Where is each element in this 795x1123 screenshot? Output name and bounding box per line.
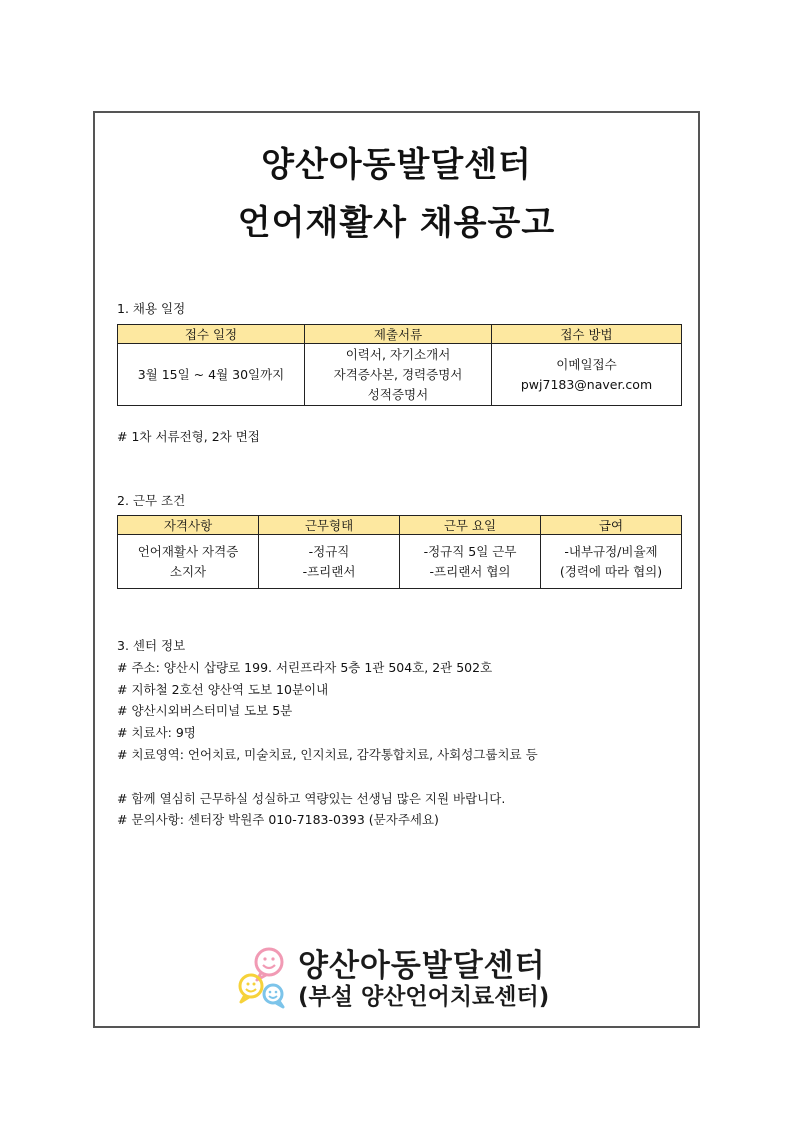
center-logo	[235, 940, 565, 1012]
salary-line: -내부규정/비율제	[564, 543, 658, 559]
header-qualification: 자격사항	[118, 516, 259, 535]
header-salary: 급여	[541, 516, 682, 535]
work-type-line: -프리랜서	[302, 563, 356, 579]
cell-qualification	[118, 535, 259, 589]
header-documents: 제출서류	[305, 325, 492, 344]
title-job-posting: 언어재활사 채용공고	[237, 203, 556, 243]
table-header-row	[118, 325, 682, 344]
closing-line-contact: # 문의사항: 센터장 박원주 010-7183-0393 (문자주세요)	[117, 812, 439, 827]
header-application-period: 접수 일정	[118, 325, 305, 344]
info-line-therapists: # 치료사: 9명	[117, 725, 196, 740]
title-center-name: 양산아동발달센터	[261, 145, 532, 185]
cell-application-period: 3월 15일 ~ 4월 30일까지	[118, 344, 305, 406]
work-type-line: -정규직	[308, 543, 350, 559]
cell-application-method	[492, 344, 682, 406]
qualification-line: 소지자	[169, 563, 207, 579]
table-row	[118, 535, 682, 589]
info-line-areas: # 치료영역: 언어치료, 미술치료, 인지치료, 감각통합치료, 사회성그룹치료 등	[117, 747, 538, 762]
section1-heading: 1. 채용 일정	[117, 301, 186, 316]
cell-documents	[305, 344, 492, 406]
work-days-line: -프리랜서 협의	[429, 563, 511, 579]
table-row	[118, 344, 682, 406]
header-work-days: 근무 요일	[400, 516, 541, 535]
document-frame	[93, 111, 700, 1028]
section3-heading: 3. 센터 정보	[117, 638, 186, 653]
logo-center-name: 양산아동발달센터	[298, 948, 546, 984]
closing-line-invite: # 함께 열심히 근무하실 성실하고 역량있는 선생님 많은 지원 바랍니다.	[117, 791, 506, 806]
cell-work-type	[259, 535, 400, 589]
cell-salary	[541, 535, 682, 589]
document-item: 이력서, 자기소개서	[345, 346, 451, 362]
cell-work-days	[400, 535, 541, 589]
header-application-method: 접수 방법	[492, 325, 682, 344]
info-line-address: # 주소: 양산시 삽량로 199. 서린프라자 5층 1관 504호, 2관 502호	[117, 660, 493, 675]
document-item: 성적증명서	[367, 386, 429, 402]
schedule-table	[117, 324, 682, 406]
document-item: 자격증사본, 경력증명서	[333, 366, 463, 382]
salary-line: (경력에 따라 협의)	[559, 563, 663, 579]
work-days-line: -정규직 5일 근무	[423, 543, 517, 559]
email-link[interactable]: pwj7183@naver.com	[520, 376, 653, 392]
section2-heading: 2. 근무 조건	[117, 493, 186, 508]
qualification-line: 언어재활사 자격증	[137, 543, 239, 559]
method-label: 이메일접수	[556, 356, 617, 372]
info-line-bus: # 양산시외버스터미널 도보 5분	[117, 703, 293, 718]
smiley-faces-icon	[235, 940, 297, 1012]
header-work-type: 근무형태	[259, 516, 400, 535]
info-line-subway: # 지하철 2호선 양산역 도보 10분이내	[117, 682, 329, 697]
logo-subtitle: (부설 양산언어치료센터)	[298, 984, 550, 1010]
conditions-table	[117, 515, 682, 589]
screening-note: # 1차 서류전형, 2차 면접	[117, 429, 260, 444]
table-header-row	[118, 516, 682, 535]
